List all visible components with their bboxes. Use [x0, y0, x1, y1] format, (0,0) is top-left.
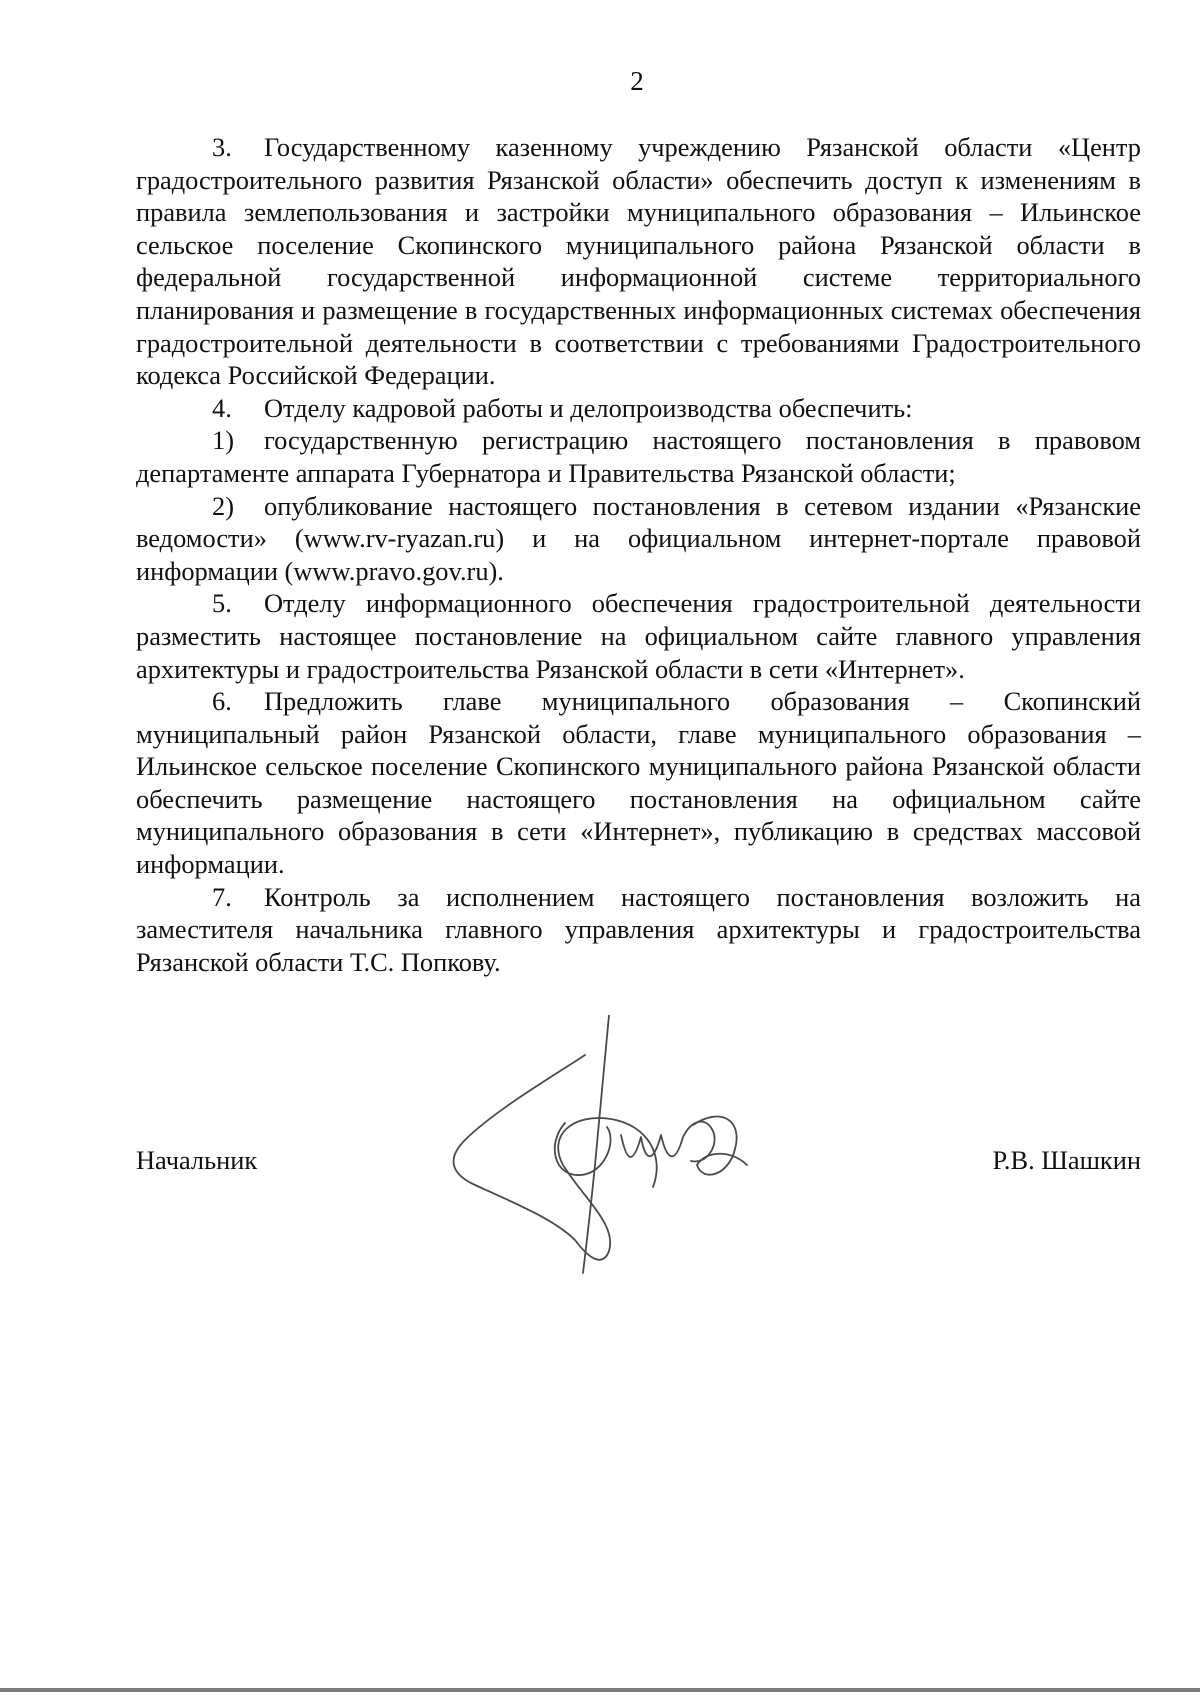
- paragraph-number: 5.: [212, 588, 232, 619]
- paragraph-text: государственную регистрацию настоящего постановления в правовом департаменте аппарата Губернатора и Правительства Рязанской области;: [136, 425, 1141, 488]
- paragraph-text: Контроль за исполнением настоящего постановления возложить на заместителя начальника главного управления архитектуры и градостроительства Рязанской области Т.С. Попкову.: [136, 881, 1141, 977]
- scan-edge-line: [0, 1688, 1200, 1692]
- signatory-title: Начальник: [136, 1145, 258, 1175]
- paragraph-number: 3.: [212, 132, 232, 162]
- paragraph-text: Отделу кадровой работы и делопроизводства обеспечить:: [264, 392, 913, 423]
- paragraph-text: Отделу информационного обеспечения градостроительной деятельности разместить настоящее постановление на официальном сайте главного управления архитектуры и градостроительства Рязанской области в сети «Интернет».: [136, 588, 1141, 684]
- paragraph-number: 6.: [212, 686, 232, 717]
- paragraph-text: опубликование настоящего постановления в сетевом издании «Рязанские ведомости» (www.rv-ryazan.ru) и на официальном интернет-портале правовой информации (www.pravo.gov.ru).: [136, 490, 1141, 586]
- document-body: [136, 131, 1141, 978]
- paragraph-number: 4.: [212, 392, 232, 423]
- paragraph-6: [136, 685, 1141, 881]
- paragraph-number: 1): [212, 425, 234, 456]
- paragraph-5: [136, 587, 1141, 685]
- paragraph-text: Предложить главе муниципального образования – Скопинский муниципальный район Рязанской области, главе муниципального образования – Ильинское сельское поселение Скопинского муниципального района Рязанской области обеспечить размещение настоящего постановления на официальном сайте муниципального образования в сети «Интернет», публикацию в средствах массовой информации.: [136, 686, 1141, 880]
- signatory-name: Р.В. Шашкин: [992, 1145, 1141, 1175]
- paragraph-number: 7.: [212, 881, 232, 912]
- subparagraph-2: [136, 490, 1141, 588]
- paragraph-7: [136, 881, 1141, 979]
- subparagraph-1: [136, 424, 1141, 489]
- paragraph-3: [136, 131, 1141, 392]
- signature-block: [136, 1140, 1141, 1180]
- paragraph-text: Государственному казенному учреждению Рязанской области «Центр градостроительного развития Рязанской области» обеспечить доступ к изменениям в правила землепользования и застройки муниципального образования – Ильинское сельское поселение Скопинского муниципального района Рязанской области в федеральной государственной информационной системе территориального планирования и размещение в государственных информационных системах обеспечения градостроительной деятельности в соответствии с требованиями Градостроительного кодекса Российской Федерации.: [136, 132, 1141, 391]
- paragraph-number: 2): [212, 490, 234, 521]
- paragraph-4: [136, 392, 1141, 425]
- page-number: 2: [630, 66, 644, 96]
